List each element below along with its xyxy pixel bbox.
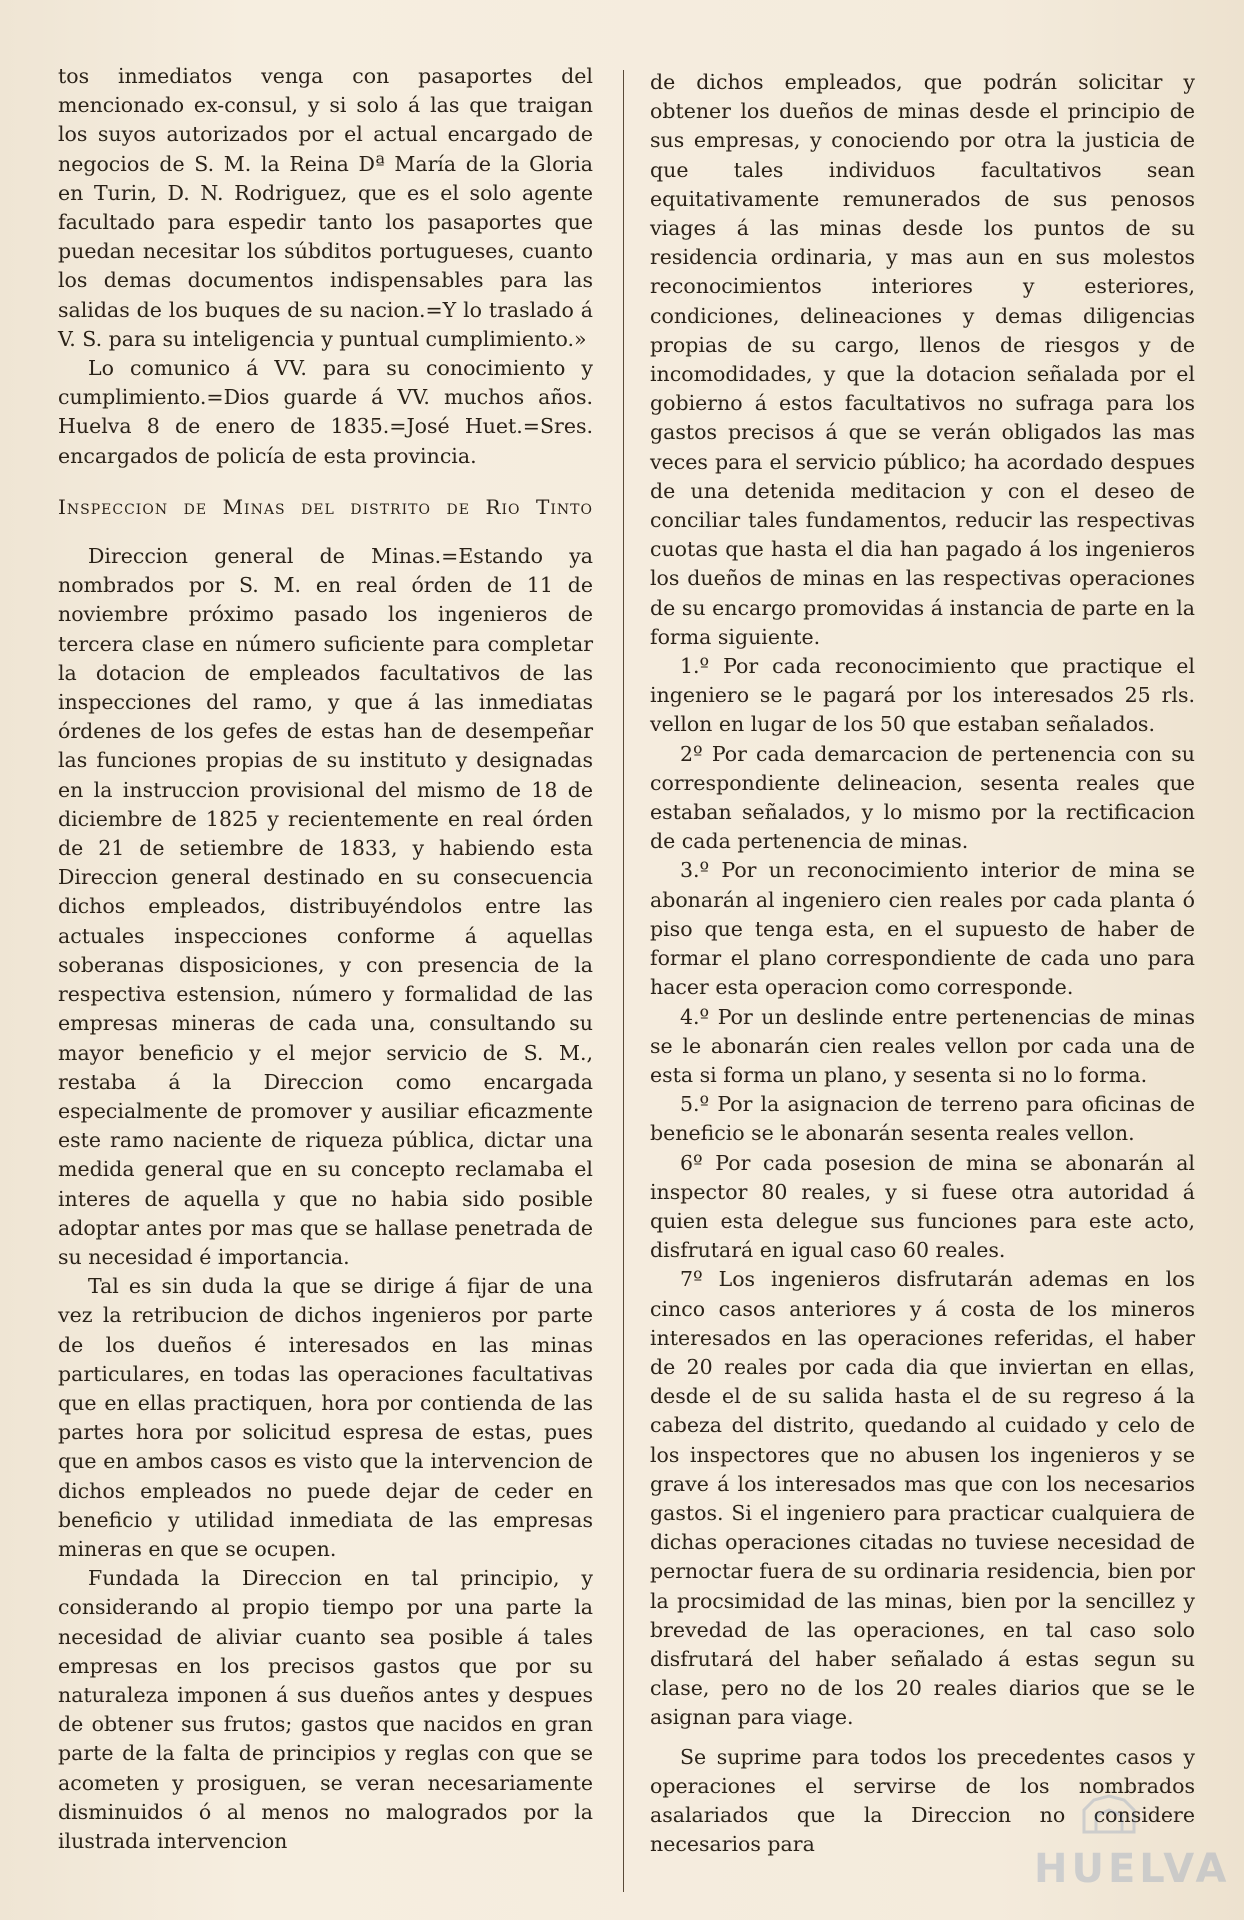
column-divider (623, 70, 624, 1892)
left-column (58, 62, 593, 1880)
watermark-text: HUELVA (1034, 1846, 1231, 1892)
principle-paragraph: Fundada la Direccion en tal principio, y considerando al propio tiempo por una parte la necesidad de aliviar cuanto sea posible á tales empresas en los precisos gastos que por su naturaleza imponen á sus dueños antes y despues de obtener sus frutos; gastos que nacidos en gran parte de la falta de principios y reglas con que se acometen y prosiguen, se veran necesariamente disminuidos ó al menos no malogrados por la ilustrada intervencion (58, 1566, 593, 1853)
closing-paragraph: Se suprime para todos los precedentes casos y operaciones el servirse de los nombrados asalariados que la Direccion no considere necesarios para (650, 1744, 1195, 1857)
archive-watermark (1034, 1828, 1231, 1892)
article-4: 4.º Por un deslinde entre pertenencias de minas se le abonarán cien reales vellon por cada una de esta si forma un plano, y sesenta si no lo forma. (650, 1004, 1195, 1087)
section-heading: Inspeccion de Minas del distrito de Rio Tinto (58, 494, 593, 519)
article-3: 3.º Por un reconocimiento interior de mina se abonarán al ingeniero cien reales por cada planta ó piso que tenga esta, en el supuesto de haber de formar el plano correspondiente de cada uno para hacer esta operacion como corresponde. (650, 858, 1195, 1000)
article-6: 6º Por cada posesion de mina se abonarán al inspector 80 reales, y si fuese otra autoridad á quien esta delegue sus funciones para este acto, disfrutará en igual caso 60 reales. (650, 1150, 1195, 1263)
crest-icon (1074, 1792, 1144, 1842)
communication-paragraph: Lo comunico á VV. para su conocimiento y cumplimiento.=Dios guarde á VV. muchos años. Huelva 8 de enero de 1835.=José Huet.=Sres. encargados de policía de esta provincia. (58, 356, 593, 468)
retribution-paragraph: Tal es sin duda la que se dirige á fijar de una vez la retribucion de dichos ingenieros por parte de los dueños é interesados en las minas particulares, en todas las operaciones facultativas que en ellas practiquen, hora por contienda de las partes hora por solicitud espresa de estas, pues que en ambos casos es visto que la intervencion de dichos empleados no puede dejar de ceder en beneficio y utilidad inmediata de las empresas mineras en que se ocupen. (58, 1274, 593, 1561)
article-1: 1.º Por cada reconocimiento que practique el ingeniero se le pagará por los interesados 25 rls. vellon en lugar de los 50 que estaban señalados. (650, 654, 1195, 737)
continuation-paragraph: de dichos empleados, que podrán solicitar y obtener los dueños de minas desde el principio de sus empresas, y conociendo por otra la justicia de que tales individuos facultativos sean equitativamente remunerados de sus penosos viages á las minas desde los puntos de su residencia ordinaria, y mas aun en sus molestos reconocimientos interiores y esteriores, condiciones, delineaciones y demas diligencias propias de su cargo, llenos de riesgos y de incomodidades, y que la dotacion señalada por el gobierno á estos facultativos no sufraga para los gastos precisos á que se verán obligados las mas veces para el servicio público; ha acordado despues de una detenida meditacion y con el deseo de conciliar tales fundamentos, reducir las respectivas cuotas que hasta el dia han pagado á los ingenieros los dueños de minas en las respectivas operaciones de su encargo promovidas á instancia de parte en la forma siguiente. (650, 70, 1195, 649)
article-2: 2º Por cada demarcacion de pertenencia con su correspondiente delineacion, sesenta reales que estaban señalados, y lo mismo por la rectificacion de cada pertenencia de minas. (650, 741, 1195, 854)
direction-paragraph: Direccion general de Minas.=Estando ya nombrados por S. M. en real órden de 11 de noviembre próximo pasado los ingenieros de tercera clase en número suficiente para completar la dotacion de empleados facultativos de las inspecciones del ramo, y que á las inmediatas órdenes de los gefes de estas han de desempeñar las funciones propias de su instituto y designadas en la instruccion provisional del mismo de 18 de diciembre de 1825 y recientemente en real órden de 21 de setiembre de 1833, y habiendo esta Direccion general destinado en su consecuencia dichos empleados, distribuyéndolos entre las actuales inspecciones conforme á aquellas soberanas disposiciones, y con presencia de la respectiva estension, número y formalidad de las empresas mineras de cada una, consultando su mayor beneficio y el mejor servicio de S. M., restaba á la Direccion como encargada especialmente de promover y ausiliar eficazmente este ramo naciente de riqueza pública, dictar una medida general que en su concepto reclamaba el interes de aquella y que no habia sido posible adoptar antes por mas que se hallase penetrada de su necesidad é importancia. (58, 544, 593, 1269)
right-column (650, 68, 1195, 1880)
article-5: 5.º Por la asignacion de terreno para oficinas de beneficio se le abonarán sesenta reales vellon. (650, 1092, 1195, 1146)
opening-paragraph: tos inmediatos venga con pasaportes del mencionado ex-consul, y si solo á las que traigan los suyos autorizados por el actual encargado de negocios de S. M. la Reina Dª María de la Gloria en Turin, D. N. Rodriguez, que es el solo agente facultado para espedir tanto los pasaportes que puedan necesitar los súbditos portugueses, cuanto los demas documentos indispensables para las salidas de los buques de su nacion.=Y lo traslado á V. S. para su inteligencia y puntual cumplimiento.» (58, 64, 593, 351)
article-7: 7º Los ingenieros disfrutarán ademas en los cinco casos anteriores y á costa de los mineros interesados en las operaciones referidas, el haber de 20 reales por cada dia que inviertan en ellas, desde el de su salida hasta el de su regreso á la cabeza del distrito, quedando al cuidado y celo de los inspectores que no abusen los ingenieros y se grave á los interesados mas que con los necesarios gastos. Si el ingeniero para practicar cualquiera de dichas operaciones citadas no tuviese necesidad de pernoctar fuera de su ordinaria residencia, bien por la procsimidad de las minas, bien por la sencillez y brevedad de las operaciones, en tal caso solo disfrutará del haber señalado á estas segun su clase, pero no de los 20 reales diarios que se le asignan para viage. (650, 1267, 1195, 1730)
